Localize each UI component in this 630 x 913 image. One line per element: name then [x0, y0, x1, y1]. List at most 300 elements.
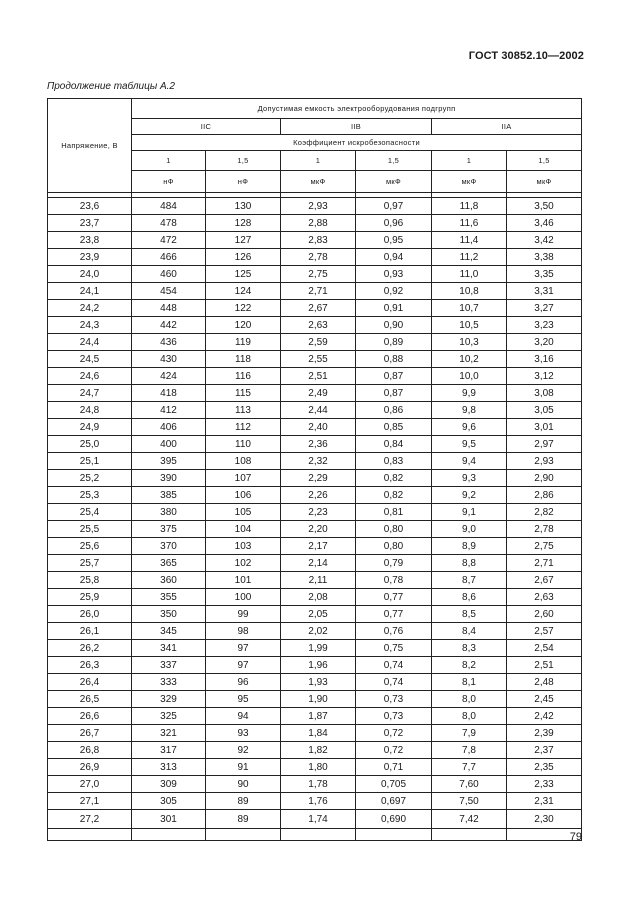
value-cell: 103: [206, 538, 281, 555]
table-row: [48, 674, 582, 691]
value-cell: 1,74: [281, 810, 356, 829]
value-cell: 2,26: [281, 487, 356, 504]
value-cell: 2,37: [507, 742, 582, 759]
voltage-cell: 26,9: [48, 759, 132, 776]
value-cell: 345: [132, 623, 206, 640]
value-cell: 385: [132, 487, 206, 504]
voltage-cell: 25,6: [48, 538, 132, 555]
unit-cell: мкФ: [281, 171, 356, 193]
value-cell: 2,30: [507, 810, 582, 829]
table-row: [48, 742, 582, 759]
table-row: [48, 385, 582, 402]
voltage-cell: 27,0: [48, 776, 132, 793]
value-cell: 11,8: [432, 198, 507, 215]
value-cell: 8,7: [432, 572, 507, 589]
table-row: [48, 623, 582, 640]
value-cell: 113: [206, 402, 281, 419]
value-cell: 301: [132, 810, 206, 829]
value-cell: 448: [132, 300, 206, 317]
document-code: ГОСТ 30852.10—2002: [468, 50, 584, 62]
value-cell: 8,8: [432, 555, 507, 572]
value-cell: 2,60: [507, 606, 582, 623]
value-cell: 0,72: [356, 725, 432, 742]
table-row: [48, 793, 582, 810]
value-cell: 0,76: [356, 623, 432, 640]
value-cell: 2,93: [507, 453, 582, 470]
value-cell: 2,83: [281, 232, 356, 249]
table-row: [48, 776, 582, 793]
value-cell: 2,11: [281, 572, 356, 589]
table-row: [48, 555, 582, 572]
value-cell: 8,1: [432, 674, 507, 691]
voltage-cell: 23,6: [48, 198, 132, 215]
value-cell: 2,33: [507, 776, 582, 793]
value-cell: 10,3: [432, 334, 507, 351]
value-cell: 9,3: [432, 470, 507, 487]
value-cell: 92: [206, 742, 281, 759]
value-cell: 118: [206, 351, 281, 368]
value-cell: 89: [206, 793, 281, 810]
value-cell: 2,02: [281, 623, 356, 640]
value-cell: 0,71: [356, 759, 432, 776]
value-cell: 8,0: [432, 691, 507, 708]
coefficient-cell: 1,5: [206, 151, 281, 171]
table-row: [48, 810, 582, 829]
value-cell: 466: [132, 249, 206, 266]
value-cell: 7,42: [432, 810, 507, 829]
value-cell: 2,44: [281, 402, 356, 419]
value-cell: 0,74: [356, 657, 432, 674]
value-cell: 0,95: [356, 232, 432, 249]
value-cell: 2,78: [507, 521, 582, 538]
value-cell: 2,59: [281, 334, 356, 351]
value-cell: 424: [132, 368, 206, 385]
value-cell: 124: [206, 283, 281, 300]
table-row: [48, 453, 582, 470]
value-cell: 9,9: [432, 385, 507, 402]
voltage-cell: 26,3: [48, 657, 132, 674]
voltage-header: Напряжение, В: [48, 99, 132, 193]
value-cell: 2,45: [507, 691, 582, 708]
value-cell: 2,05: [281, 606, 356, 623]
value-cell: 305: [132, 793, 206, 810]
value-cell: 2,63: [507, 589, 582, 606]
value-cell: 321: [132, 725, 206, 742]
value-cell: 10,5: [432, 317, 507, 334]
value-cell: 2,36: [281, 436, 356, 453]
value-cell: 3,38: [507, 249, 582, 266]
coefficient-cell: 1,5: [507, 151, 582, 171]
value-cell: 0,83: [356, 453, 432, 470]
value-cell: 1,90: [281, 691, 356, 708]
value-cell: 0,73: [356, 708, 432, 725]
value-cell: 2,67: [507, 572, 582, 589]
value-cell: 454: [132, 283, 206, 300]
value-cell: 375: [132, 521, 206, 538]
value-cell: 2,08: [281, 589, 356, 606]
value-cell: 2,39: [507, 725, 582, 742]
value-cell: 360: [132, 572, 206, 589]
value-cell: 0,93: [356, 266, 432, 283]
value-cell: 365: [132, 555, 206, 572]
value-cell: 337: [132, 657, 206, 674]
value-cell: 329: [132, 691, 206, 708]
value-cell: 8,0: [432, 708, 507, 725]
value-cell: 115: [206, 385, 281, 402]
table-row: [48, 300, 582, 317]
value-cell: 108: [206, 453, 281, 470]
value-cell: 95: [206, 691, 281, 708]
value-cell: 390: [132, 470, 206, 487]
value-cell: 3,12: [507, 368, 582, 385]
table-row: [48, 198, 582, 215]
value-cell: 9,8: [432, 402, 507, 419]
value-cell: 2,23: [281, 504, 356, 521]
voltage-cell: 24,6: [48, 368, 132, 385]
value-cell: 89: [206, 810, 281, 829]
value-cell: 370: [132, 538, 206, 555]
value-cell: 478: [132, 215, 206, 232]
value-cell: 0,92: [356, 283, 432, 300]
value-cell: 2,29: [281, 470, 356, 487]
value-cell: 8,4: [432, 623, 507, 640]
table-tail-row: [48, 829, 582, 841]
value-cell: 0,87: [356, 368, 432, 385]
value-cell: 406: [132, 419, 206, 436]
value-cell: 7,60: [432, 776, 507, 793]
value-cell: 0,97: [356, 198, 432, 215]
value-cell: 8,9: [432, 538, 507, 555]
voltage-cell: 26,1: [48, 623, 132, 640]
value-cell: 1,78: [281, 776, 356, 793]
value-cell: 2,97: [507, 436, 582, 453]
voltage-cell: 27,2: [48, 810, 132, 829]
value-cell: 2,71: [281, 283, 356, 300]
value-cell: 0,82: [356, 487, 432, 504]
table-row: [48, 691, 582, 708]
voltage-cell: 24,8: [48, 402, 132, 419]
value-cell: 3,50: [507, 198, 582, 215]
value-cell: 2,14: [281, 555, 356, 572]
value-cell: 2,42: [507, 708, 582, 725]
value-cell: 98: [206, 623, 281, 640]
group-header-iib: IIB: [281, 119, 432, 135]
table-row: [48, 368, 582, 385]
table-body: [48, 193, 582, 841]
value-cell: 380: [132, 504, 206, 521]
voltage-cell: 25,3: [48, 487, 132, 504]
value-cell: 8,3: [432, 640, 507, 657]
value-cell: 0,86: [356, 402, 432, 419]
coefficient-header: Коэффициент искробезопасности: [132, 135, 582, 151]
value-cell: 8,2: [432, 657, 507, 674]
unit-cell: мкФ: [432, 171, 507, 193]
unit-cell: мкФ: [507, 171, 582, 193]
value-cell: 0,690: [356, 810, 432, 829]
value-cell: 1,84: [281, 725, 356, 742]
value-cell: 10,2: [432, 351, 507, 368]
value-cell: 97: [206, 640, 281, 657]
value-cell: 93: [206, 725, 281, 742]
value-cell: 2,71: [507, 555, 582, 572]
value-cell: 0,90: [356, 317, 432, 334]
voltage-cell: 25,0: [48, 436, 132, 453]
value-cell: 0,79: [356, 555, 432, 572]
value-cell: 442: [132, 317, 206, 334]
value-cell: 7,8: [432, 742, 507, 759]
value-cell: 9,4: [432, 453, 507, 470]
table-row: [48, 589, 582, 606]
value-cell: 0,89: [356, 334, 432, 351]
value-cell: 0,81: [356, 504, 432, 521]
value-cell: 313: [132, 759, 206, 776]
value-cell: 3,16: [507, 351, 582, 368]
page-number: 79: [569, 831, 582, 843]
value-cell: 10,0: [432, 368, 507, 385]
voltage-cell: 25,7: [48, 555, 132, 572]
table-row: [48, 725, 582, 742]
value-cell: 472: [132, 232, 206, 249]
voltage-cell: 23,9: [48, 249, 132, 266]
table-row: [48, 351, 582, 368]
value-cell: 100: [206, 589, 281, 606]
value-cell: 2,82: [507, 504, 582, 521]
unit-cell: нФ: [132, 171, 206, 193]
voltage-cell: 26,0: [48, 606, 132, 623]
value-cell: 2,31: [507, 793, 582, 810]
value-cell: 0,705: [356, 776, 432, 793]
coefficient-cell: 1,5: [356, 151, 432, 171]
value-cell: 97: [206, 657, 281, 674]
voltage-cell: 26,4: [48, 674, 132, 691]
table-row: [48, 640, 582, 657]
value-cell: 0,75: [356, 640, 432, 657]
value-cell: 317: [132, 742, 206, 759]
value-cell: 484: [132, 198, 206, 215]
value-cell: 2,86: [507, 487, 582, 504]
value-cell: 127: [206, 232, 281, 249]
table-row: [48, 606, 582, 623]
table-row: [48, 521, 582, 538]
group-header-iia: IIA: [432, 119, 582, 135]
value-cell: 0,82: [356, 470, 432, 487]
value-cell: 1,99: [281, 640, 356, 657]
value-cell: 2,75: [281, 266, 356, 283]
value-cell: 0,88: [356, 351, 432, 368]
value-cell: 96: [206, 674, 281, 691]
value-cell: 2,75: [507, 538, 582, 555]
value-cell: 1,87: [281, 708, 356, 725]
table-caption: Продолжение таблицы А.2: [47, 81, 175, 92]
value-cell: 3,35: [507, 266, 582, 283]
value-cell: 102: [206, 555, 281, 572]
value-cell: 3,31: [507, 283, 582, 300]
value-cell: 3,20: [507, 334, 582, 351]
coefficient-cell: 1: [432, 151, 507, 171]
value-cell: 2,51: [507, 657, 582, 674]
value-cell: 9,2: [432, 487, 507, 504]
value-cell: 355: [132, 589, 206, 606]
voltage-cell: 25,9: [48, 589, 132, 606]
value-cell: 2,54: [507, 640, 582, 657]
value-cell: 11,0: [432, 266, 507, 283]
value-cell: 460: [132, 266, 206, 283]
value-cell: 436: [132, 334, 206, 351]
value-cell: 0,697: [356, 793, 432, 810]
voltage-cell: 27,1: [48, 793, 132, 810]
value-cell: 2,78: [281, 249, 356, 266]
value-cell: 430: [132, 351, 206, 368]
table-row: [48, 266, 582, 283]
value-cell: 2,51: [281, 368, 356, 385]
voltage-cell: 24,7: [48, 385, 132, 402]
value-cell: 105: [206, 504, 281, 521]
table-row: [48, 538, 582, 555]
table-row: [48, 249, 582, 266]
value-cell: 1,93: [281, 674, 356, 691]
value-cell: 0,96: [356, 215, 432, 232]
voltage-cell: 26,6: [48, 708, 132, 725]
value-cell: 395: [132, 453, 206, 470]
value-cell: 120: [206, 317, 281, 334]
value-cell: 1,96: [281, 657, 356, 674]
value-cell: 2,90: [507, 470, 582, 487]
table-row: [48, 334, 582, 351]
value-cell: 11,4: [432, 232, 507, 249]
value-cell: 11,6: [432, 215, 507, 232]
voltage-cell: 24,5: [48, 351, 132, 368]
value-cell: 333: [132, 674, 206, 691]
value-cell: 90: [206, 776, 281, 793]
value-cell: 2,55: [281, 351, 356, 368]
value-cell: 128: [206, 215, 281, 232]
value-cell: 0,84: [356, 436, 432, 453]
value-cell: 11,2: [432, 249, 507, 266]
capacity-header: Допустимая емкость электрооборудования подгрупп: [132, 99, 582, 119]
coefficient-cell: 1: [132, 151, 206, 171]
value-cell: 2,17: [281, 538, 356, 555]
coefficient-cell: 1: [281, 151, 356, 171]
value-cell: 2,63: [281, 317, 356, 334]
value-cell: 125: [206, 266, 281, 283]
voltage-cell: 25,2: [48, 470, 132, 487]
value-cell: 2,35: [507, 759, 582, 776]
value-cell: 2,93: [281, 198, 356, 215]
value-cell: 341: [132, 640, 206, 657]
value-cell: 116: [206, 368, 281, 385]
value-cell: 0,74: [356, 674, 432, 691]
voltage-cell: 24,4: [48, 334, 132, 351]
value-cell: 0,85: [356, 419, 432, 436]
value-cell: 3,46: [507, 215, 582, 232]
value-cell: 7,9: [432, 725, 507, 742]
voltage-cell: 24,3: [48, 317, 132, 334]
voltage-cell: 26,2: [48, 640, 132, 657]
value-cell: 107: [206, 470, 281, 487]
voltage-cell: 25,5: [48, 521, 132, 538]
table-row: [48, 283, 582, 300]
value-cell: 2,88: [281, 215, 356, 232]
table-row: [48, 402, 582, 419]
group-header-iic: IIC: [132, 119, 281, 135]
table-row: [48, 419, 582, 436]
table-row: [48, 504, 582, 521]
value-cell: 0,80: [356, 538, 432, 555]
value-cell: 3,05: [507, 402, 582, 419]
table-row: [48, 470, 582, 487]
value-cell: 2,40: [281, 419, 356, 436]
voltage-cell: 24,2: [48, 300, 132, 317]
value-cell: 2,20: [281, 521, 356, 538]
value-cell: 3,42: [507, 232, 582, 249]
table-row: [48, 759, 582, 776]
value-cell: 8,5: [432, 606, 507, 623]
table-row: [48, 317, 582, 334]
voltage-cell: 24,1: [48, 283, 132, 300]
value-cell: 1,82: [281, 742, 356, 759]
value-cell: 412: [132, 402, 206, 419]
value-cell: 104: [206, 521, 281, 538]
value-cell: 0,72: [356, 742, 432, 759]
capacitance-table: [47, 98, 582, 841]
value-cell: 0,87: [356, 385, 432, 402]
table-row: [48, 657, 582, 674]
value-cell: 2,48: [507, 674, 582, 691]
value-cell: 0,77: [356, 606, 432, 623]
unit-cell: нФ: [206, 171, 281, 193]
value-cell: 3,01: [507, 419, 582, 436]
value-cell: 3,23: [507, 317, 582, 334]
value-cell: 7,7: [432, 759, 507, 776]
table-row: [48, 232, 582, 249]
value-cell: 0,77: [356, 589, 432, 606]
value-cell: 91: [206, 759, 281, 776]
value-cell: 9,1: [432, 504, 507, 521]
value-cell: 2,49: [281, 385, 356, 402]
value-cell: 9,5: [432, 436, 507, 453]
value-cell: 2,57: [507, 623, 582, 640]
value-cell: 1,76: [281, 793, 356, 810]
voltage-cell: 26,5: [48, 691, 132, 708]
value-cell: 10,8: [432, 283, 507, 300]
value-cell: 130: [206, 198, 281, 215]
value-cell: 7,50: [432, 793, 507, 810]
voltage-cell: 25,1: [48, 453, 132, 470]
value-cell: 8,6: [432, 589, 507, 606]
value-cell: 0,94: [356, 249, 432, 266]
value-cell: 3,08: [507, 385, 582, 402]
table-row: [48, 708, 582, 725]
voltage-cell: 24,9: [48, 419, 132, 436]
value-cell: 94: [206, 708, 281, 725]
value-cell: 2,32: [281, 453, 356, 470]
table-row: [48, 487, 582, 504]
value-cell: 400: [132, 436, 206, 453]
value-cell: 418: [132, 385, 206, 402]
voltage-cell: 26,7: [48, 725, 132, 742]
unit-cell: мкФ: [356, 171, 432, 193]
value-cell: 99: [206, 606, 281, 623]
value-cell: 1,80: [281, 759, 356, 776]
value-cell: 9,6: [432, 419, 507, 436]
table-row: [48, 572, 582, 589]
value-cell: 126: [206, 249, 281, 266]
value-cell: 122: [206, 300, 281, 317]
value-cell: 3,27: [507, 300, 582, 317]
value-cell: 101: [206, 572, 281, 589]
table-row: [48, 215, 582, 232]
value-cell: 110: [206, 436, 281, 453]
